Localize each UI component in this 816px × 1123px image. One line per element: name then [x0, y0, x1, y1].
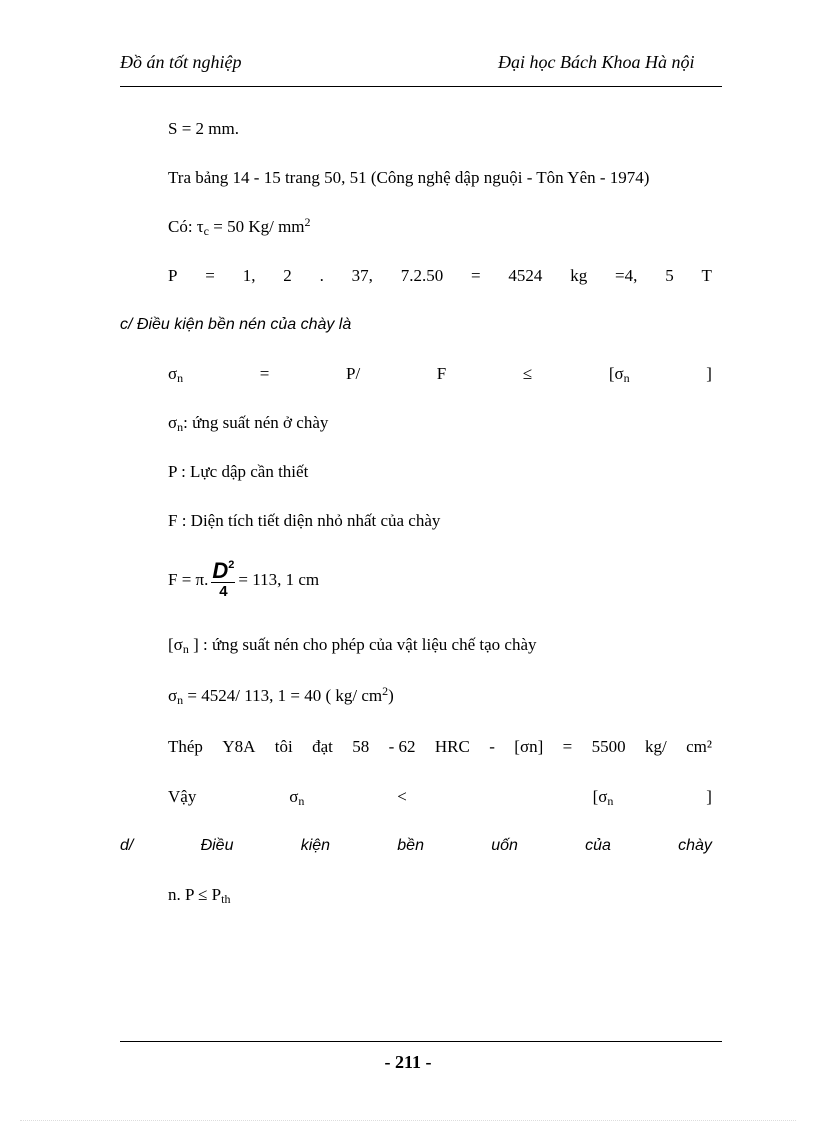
section-c-heading: c/ Điều kiện bền nén của chày là — [120, 316, 352, 333]
steel-token: 58 — [352, 737, 370, 756]
condition-le: ≤ — [522, 364, 533, 383]
condition-sigma: $\sigma_n$ — [168, 364, 184, 385]
table-reference-line: Tra bảng 14 - 15 trang 50, 51 (Công nghệ dập nguội - Tôn Yên - 1974) — [168, 168, 650, 187]
force-line — [168, 266, 712, 286]
comparison-bracket: [$\sigma_n$ — [592, 787, 614, 808]
area-fraction: $\frac{D^2}{4}$ — [212, 557, 235, 600]
thickness-line: S = 2 mm. — [168, 119, 239, 138]
force-token: 1, — [242, 266, 256, 285]
condition-bracket: [$\sigma_n$ — [608, 364, 630, 385]
p-definition-line: P : Lực dập cần thiết — [168, 462, 309, 481]
section-d-token: bền — [397, 837, 424, 854]
force-token: = — [471, 266, 481, 285]
steel-token: cm² — [686, 737, 712, 756]
condition-equals: = — [259, 364, 270, 383]
force-token: 7.2.50 — [400, 266, 444, 285]
force-token: T — [701, 266, 712, 285]
force-token: kg — [570, 266, 588, 285]
steel-token: Thép — [168, 737, 203, 756]
section-d-token: d/ — [120, 837, 134, 854]
section-d-heading — [120, 836, 712, 856]
steel-token: = — [562, 737, 573, 756]
tau-value: = 50 Kg/ mm — [208, 217, 305, 236]
page-number: - 211 - — [384, 1052, 432, 1072]
shear-stress-line — [168, 217, 311, 237]
force-token: P — [168, 266, 178, 285]
force-token: 37, — [351, 266, 373, 285]
area-formula-line — [168, 550, 319, 610]
f-definition-line: F : Diện tích tiết diện nhỏ nhất của chày — [168, 511, 441, 530]
steel-token: HRC — [434, 737, 470, 756]
page-edge-dotted-line — [20, 1120, 796, 1121]
steel-token: - 62 — [388, 737, 416, 756]
force-token: =4, — [615, 266, 638, 285]
force-token: = — [205, 266, 215, 285]
condition-close: ] — [706, 364, 712, 383]
steel-token: tôi — [274, 737, 293, 756]
force-token: 4524 — [508, 266, 543, 285]
force-token: 2 — [283, 266, 292, 285]
comparison-line — [168, 787, 712, 807]
section-d-token: của — [585, 837, 611, 854]
section-d-token: Điều — [200, 837, 234, 854]
area-prefix: F = π. — [168, 570, 209, 589]
steel-token: Y8A — [222, 737, 256, 756]
comparison-close: ] — [706, 787, 712, 806]
force-token: 5 — [665, 266, 674, 285]
section-d-token: chày — [678, 837, 712, 854]
footer-rule — [120, 1041, 722, 1042]
tau-superscript: 2 — [304, 215, 311, 229]
tau-prefix: Có: τ — [168, 217, 204, 236]
bending-condition-line: n. $P \le P_{th}$ — [168, 885, 231, 906]
steel-token: đạt — [312, 737, 333, 756]
comparison-sigma: $\sigma_n$ — [289, 787, 305, 808]
header-rule — [120, 86, 722, 87]
header-left-title: Đồ án tốt nghiệp — [120, 52, 242, 72]
steel-line — [168, 737, 712, 757]
area-result: = 113, 1 cm — [238, 570, 320, 589]
header-right-title: Đại học Bách Khoa Hà nội — [498, 52, 695, 72]
comparison-word: Vậy — [168, 787, 197, 806]
steel-token: 5500 — [591, 737, 626, 756]
condition-line — [168, 364, 712, 384]
steel-token: [σn] — [514, 737, 544, 756]
steel-token: kg/ — [645, 737, 667, 756]
sigma-definition-line: $\sigma_n$: ứng suất nén ở chày — [168, 413, 329, 434]
steel-token: - — [489, 737, 495, 756]
calculated-stress-line: $\sigma_n = 4524/$ 113, 1 = 40 ( kg/ $cm^2$) — [168, 684, 394, 707]
section-d-token: uốn — [491, 837, 518, 854]
section-d-token: kiện — [300, 837, 331, 854]
allowable-stress-line: [$\sigma_n$ ] : ứng suất nén cho phép của vật liệu chế tạo chày — [168, 635, 537, 656]
condition-f: F — [436, 364, 447, 383]
condition-p: P/ — [345, 364, 361, 383]
force-token: . — [319, 266, 324, 285]
tau-subscript: c — [203, 224, 209, 238]
comparison-lt: < — [397, 787, 407, 806]
